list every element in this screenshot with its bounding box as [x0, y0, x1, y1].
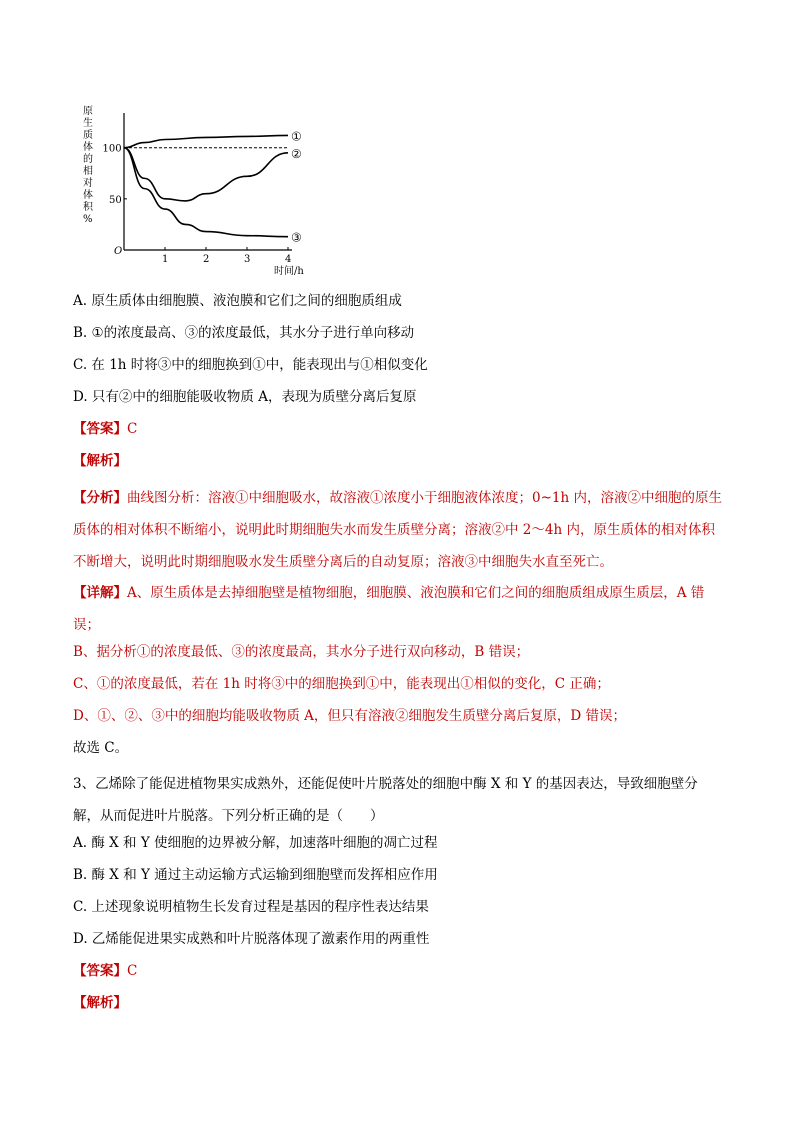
q3-jiexi-tag: [73, 992, 127, 1014]
y-axis-label-char: 原: [83, 106, 93, 117]
series-label: ③: [291, 230, 302, 245]
fenxi-tag: 【分析】: [73, 490, 127, 506]
y-axis-label-char: 相: [83, 166, 93, 177]
x-axis-label: 时间/h: [274, 266, 304, 277]
x-tick-label: 3: [244, 254, 251, 265]
answer-value: C: [127, 963, 138, 979]
y-axis-label: [83, 105, 94, 225]
y-axis-label-char: 的: [83, 154, 93, 165]
answer-tag: 【答案】: [73, 421, 127, 437]
q2-option-d: D. 只有②中的细胞能吸收物质 A，表现为质壁分离后复原: [73, 389, 417, 405]
q2-detail-c: C、①的浓度最低，若在 1h 时将③中的细胞换到①中，能表现出①相似的变化，C 正确；: [73, 676, 610, 692]
series-label: ②: [291, 146, 302, 161]
q2-detail-b: B、据分析①的浓度最低、③的浓度最高，其水分子进行双向移动，B 错误；: [73, 644, 530, 660]
x-tick-label: 1: [162, 254, 169, 265]
q2-answer-line: [73, 418, 137, 440]
series-label: ①: [291, 129, 302, 144]
y-axis-label-char: 体: [83, 190, 93, 201]
fenxi-text: 曲线图分析：溶液①中细胞吸水，故溶液①浓度小于细胞液体浓度；0~1h 内，溶液②中细胞的原生质体的相对体积不断缩小，说明此时期细胞失水而发生质壁分离；溶液②中 2～4h 内，原生质体的相对体积不断增大，说明此时期细胞吸水发生质壁分离后的自动复原；溶液③中细胞失水直至死亡。: [73, 490, 722, 570]
xiangjie-a: A、原生质体是去掉细胞壁是植物细胞，细胞膜、液泡膜和它们之间的细胞质组成原生质层，A 错误；: [73, 585, 705, 633]
q3-answer-line: [73, 960, 137, 982]
answer-value: C: [127, 421, 138, 437]
origin-label: O: [114, 246, 123, 257]
y-axis-label-char: 质: [83, 130, 93, 141]
q3-option-a: A. 酶 X 和 Y 使细胞的边界被分解，加速落叶细胞的凋亡过程: [73, 835, 438, 851]
q2-option-b: B. ①的浓度最高、③的浓度最低，其水分子进行单向移动: [73, 325, 415, 341]
x-tick-label: 4: [285, 254, 292, 265]
q2-analysis: [73, 482, 723, 578]
y-axis-label-char: 生: [83, 118, 93, 129]
y-axis-label-char: %: [83, 214, 93, 225]
q2-option-c: C. 在 1h 时将③中的细胞换到①中，能表现出与①相似变化: [73, 357, 428, 373]
y-axis-label-char: 积: [83, 202, 93, 213]
series-line: [124, 148, 288, 237]
volume-chart: [76, 98, 316, 280]
q2-conclusion: 故选 C。: [73, 740, 129, 756]
y-axis-label-char: 体: [83, 142, 93, 153]
y-tick-label: 50: [109, 194, 122, 206]
chart-series: [124, 129, 302, 244]
q2-option-a: A. 原生质体由细胞膜、液泡膜和它们之间的细胞质组成: [73, 293, 402, 309]
q2-jiexi-tag: [73, 450, 127, 472]
q3-stem: 3、乙烯除了能促进植物果实成熟外，还能促使叶片脱落处的细胞中酶 X 和 Y 的基因表达，导致细胞壁分解，从而促进叶片脱落。下列分析正确的是（ ）: [73, 776, 698, 824]
series-line: [124, 135, 288, 147]
x-tick-label: 2: [203, 254, 210, 265]
y-tick-label: 100: [102, 143, 122, 155]
q3-option-d: D. 乙烯能促进果实成熟和叶片脱落体现了激素作用的两重性: [73, 931, 430, 947]
answer-tag: 【答案】: [73, 963, 127, 979]
y-axis-label-char: 对: [83, 178, 93, 189]
q3-option-c: C. 上述现象说明植物生长发育过程是基因的程序性表达结果: [73, 899, 429, 915]
q2-detail-d: D、①、②、③中的细胞均能吸收物质 A，但只有溶液②细胞发生质壁分离后复原，D 错误；: [73, 708, 626, 724]
q2-detail-a: [73, 577, 723, 641]
xiangjie-tag: 【详解】: [73, 585, 127, 601]
jiexi-tag: 【解析】: [73, 995, 127, 1011]
jiexi-tag: 【解析】: [73, 453, 127, 469]
q3-option-b: B. 酶 X 和 Y 通过主动运输方式运输到细胞壁而发挥相应作用: [73, 867, 438, 883]
series-line: [124, 148, 288, 201]
